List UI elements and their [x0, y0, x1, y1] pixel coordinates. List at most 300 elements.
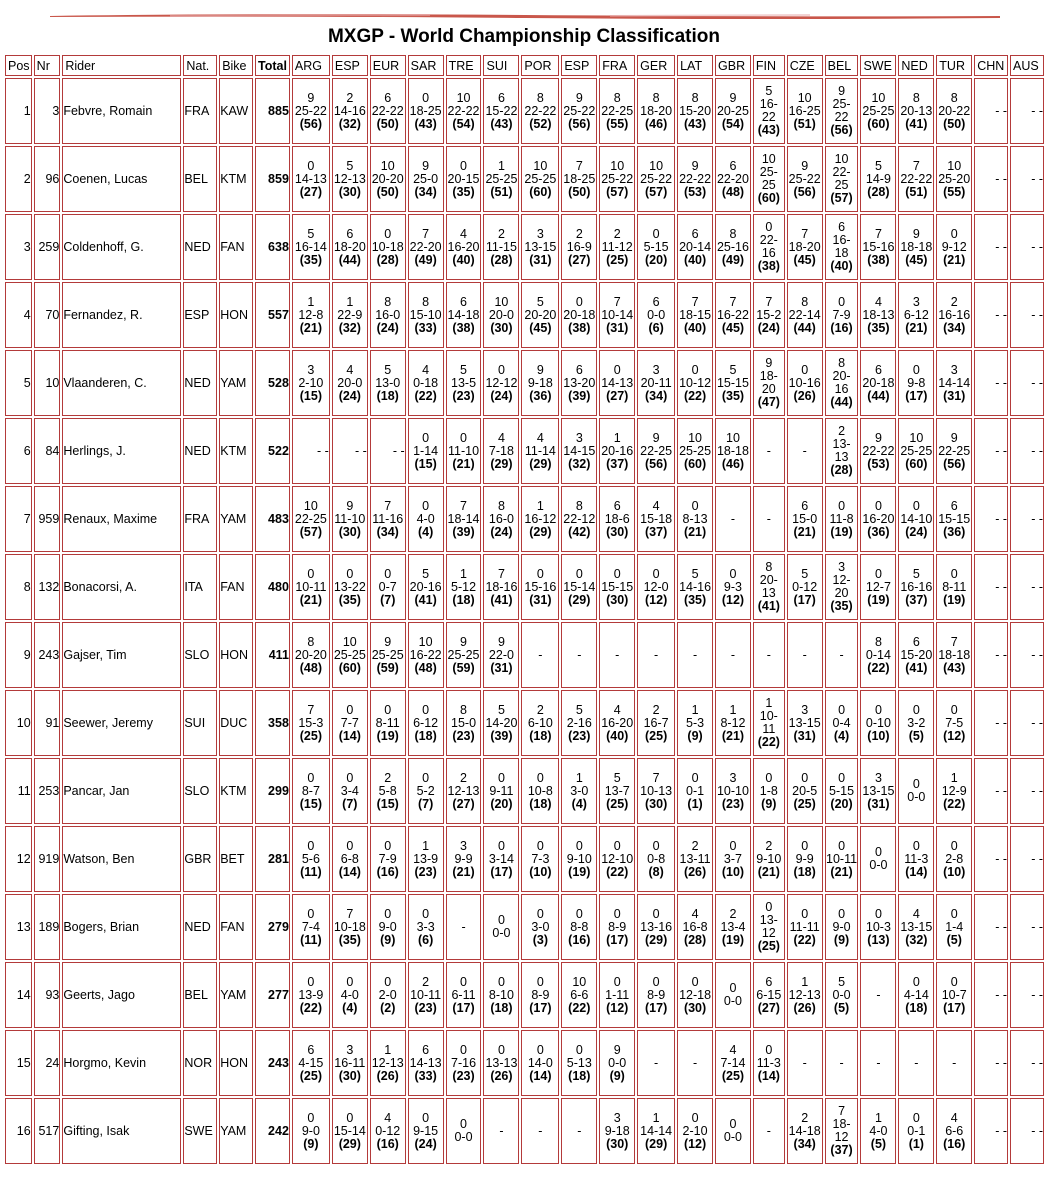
round-points: (12)	[606, 1000, 629, 1015]
round-position: 0	[950, 974, 958, 989]
moto-points: 16-11	[334, 1055, 366, 1070]
cell-round-result: -	[599, 622, 635, 688]
round-points: (31)	[943, 388, 966, 403]
cell-round-result	[637, 418, 675, 484]
cell-round-result: -	[521, 1098, 559, 1164]
cell-round-result	[483, 622, 519, 688]
moto-points: 3-4	[340, 783, 359, 798]
round-points: (23)	[452, 1068, 475, 1083]
moto-points: 5-3	[686, 715, 705, 730]
round-points: (30)	[338, 184, 361, 199]
round-points: (60)	[529, 184, 552, 199]
round-position: 0	[575, 566, 583, 581]
round-points: (26)	[376, 1068, 399, 1083]
cell-pos: 6	[5, 418, 32, 484]
moto-points: 5-15	[829, 783, 855, 798]
moto-points: 14-16	[679, 579, 712, 594]
moto-points: 11-3	[756, 1055, 781, 1070]
moto-points: 16-16	[938, 307, 971, 322]
round-position: 0	[422, 770, 430, 785]
round-position: 7	[497, 566, 505, 581]
round-points: (45)	[529, 320, 552, 335]
cell-round-result	[715, 282, 751, 348]
round-points: (29)	[645, 932, 668, 947]
moto-points: 13-16	[640, 919, 673, 934]
round-points: (60)	[757, 191, 780, 205]
moto-points: 22-20	[716, 171, 749, 186]
cell-round-result	[483, 758, 519, 824]
moto-points: 14-16	[333, 103, 366, 118]
round-position: 0	[536, 906, 544, 921]
round-position: 3	[950, 362, 958, 377]
cell-round-result	[936, 214, 972, 280]
round-position: 0	[346, 702, 354, 717]
round-points: (48)	[299, 660, 322, 675]
moto-points: 12-13	[788, 987, 821, 1002]
round-points: (18)	[414, 728, 437, 743]
cell-round-result: -	[753, 418, 785, 484]
cell-round-result: - -	[974, 554, 1008, 620]
moto-points: 13-9	[413, 851, 439, 866]
cell-round-result	[677, 1098, 713, 1164]
round-points: (55)	[943, 184, 966, 199]
cell-bike: FAN	[219, 214, 253, 280]
cell-round-result	[292, 1030, 330, 1096]
cell-bike: HON	[219, 282, 253, 348]
round-position: 6	[460, 294, 467, 309]
round-position: 10	[649, 158, 664, 173]
cell-total: 522	[255, 418, 290, 484]
round-points: (14)	[338, 728, 361, 743]
round-position: 0	[912, 777, 920, 791]
moto-points: 14-0	[527, 1055, 553, 1070]
round-points: (37)	[606, 456, 629, 471]
round-position: 8	[691, 90, 699, 105]
cell-round-result: -	[521, 622, 559, 688]
round-points: (26)	[490, 1068, 513, 1083]
cell-round-result	[332, 554, 368, 620]
header-round-sar: SAR	[408, 55, 444, 76]
round-points: (35)	[299, 252, 322, 267]
round-points: (25)	[606, 796, 629, 811]
cell-pos: 4	[5, 282, 32, 348]
round-position: 1	[950, 770, 958, 785]
cell-round-result	[446, 1098, 482, 1164]
cell-round-result: - -	[974, 690, 1008, 756]
cell-round-result: - -	[1010, 690, 1044, 756]
round-points: (35)	[683, 592, 707, 607]
moto-points: 25-22	[563, 103, 596, 118]
cell-nr: 189	[34, 894, 61, 960]
cell-round-result	[599, 1098, 635, 1164]
round-points: (30)	[606, 524, 629, 539]
round-points: (45)	[905, 252, 928, 267]
round-position: 10	[494, 294, 509, 309]
cell-round-result	[483, 78, 519, 144]
round-position: 9	[460, 634, 467, 649]
moto-points: 13-12	[759, 913, 778, 940]
round-position: 6	[384, 90, 392, 105]
moto-points: 4-14	[903, 987, 929, 1002]
round-position: 8	[729, 226, 737, 241]
cell-round-result	[825, 554, 859, 620]
round-points: (19)	[867, 592, 890, 607]
round-points: (22)	[867, 660, 890, 675]
cell-nr: 243	[34, 622, 61, 688]
round-position: 0	[652, 838, 660, 853]
cell-round-result	[370, 1030, 406, 1096]
round-position: 0	[838, 294, 846, 309]
cell-round-result	[898, 690, 934, 756]
round-points: (49)	[414, 252, 437, 267]
cell-round-result	[292, 622, 330, 688]
cell-bike: YAM	[219, 486, 253, 552]
cell-total: 480	[255, 554, 290, 620]
moto-points: 14-14	[640, 1123, 673, 1138]
round-points: (54)	[452, 116, 475, 131]
moto-points: 22-12	[563, 511, 596, 526]
moto-points: 11-16	[372, 511, 404, 526]
moto-points: 15-14	[563, 579, 596, 594]
round-points: (43)	[414, 116, 437, 131]
cell-round-result	[292, 894, 330, 960]
cell-round-result	[715, 1098, 751, 1164]
cell-round-result	[408, 1098, 444, 1164]
header-round-eur: EUR	[370, 55, 406, 76]
cell-pos: 7	[5, 486, 32, 552]
cell-round-result: -	[787, 418, 823, 484]
cell-round-result	[408, 554, 444, 620]
cell-round-result	[936, 486, 972, 552]
round-position: 0	[912, 702, 920, 717]
round-points: (46)	[721, 456, 745, 471]
round-points: (27)	[299, 184, 322, 199]
round-points: (21)	[830, 864, 853, 879]
header-round-cze: CZE	[787, 55, 823, 76]
round-position: 0	[460, 430, 467, 445]
round-position: 0	[950, 838, 958, 853]
cell-round-result	[825, 826, 859, 892]
round-position: 10	[871, 90, 886, 105]
cell-round-result	[599, 554, 635, 620]
cell-round-result	[408, 418, 444, 484]
cell-nat: BEL	[183, 146, 217, 212]
moto-points: 16-22	[409, 647, 442, 662]
round-points: (22)	[606, 864, 629, 879]
cell-rider: Bogers, Brian	[62, 894, 181, 960]
round-position: 4	[950, 1110, 958, 1125]
table-row	[5, 350, 1044, 416]
round-position: 0	[384, 226, 392, 241]
cell-round-result	[898, 554, 934, 620]
cell-round-result: -	[561, 622, 597, 688]
round-points: (38)	[867, 252, 890, 267]
round-points: (42)	[568, 524, 591, 539]
cell-round-result	[521, 826, 559, 892]
moto-points: 18-18	[900, 239, 933, 254]
round-position: 4	[422, 362, 430, 377]
cell-nr: 91	[34, 690, 61, 756]
round-points: (32)	[338, 320, 361, 335]
cell-round-result	[483, 894, 519, 960]
moto-points: 5-2	[416, 783, 435, 798]
round-points: (19)	[830, 524, 853, 539]
cell-round-result	[825, 350, 859, 416]
moto-points: 14-15	[563, 443, 596, 458]
cell-round-result	[292, 554, 330, 620]
cell-round-result: - -	[1010, 486, 1044, 552]
cell-round-result	[599, 826, 635, 892]
moto-points: 10-16	[788, 375, 821, 390]
round-points: (31)	[529, 592, 552, 607]
round-position: 0	[384, 974, 392, 989]
round-points: (45)	[721, 320, 745, 335]
round-position: 9	[575, 90, 583, 105]
cell-round-result	[408, 146, 444, 212]
round-position: 0	[613, 906, 621, 921]
cell-round-result	[860, 690, 896, 756]
cell-round-result	[860, 622, 896, 688]
round-position: 5	[691, 566, 699, 581]
moto-points: 8-8	[570, 919, 589, 934]
cell-round-result	[677, 894, 713, 960]
round-position: 8	[575, 498, 583, 513]
round-points: (43)	[490, 116, 513, 131]
cell-round-result	[787, 78, 823, 144]
round-position: 0	[838, 498, 846, 513]
cell-round-result: -	[753, 486, 785, 552]
round-position: 0	[729, 981, 737, 995]
cell-round-result	[408, 962, 444, 1028]
cell-round-result	[561, 758, 597, 824]
moto-points: 8-11	[942, 579, 967, 594]
cell-round-result	[599, 962, 635, 1028]
round-position: 0	[950, 906, 958, 921]
cell-round-result: - -	[1010, 78, 1044, 144]
moto-points: 15-22	[485, 103, 518, 118]
round-position: 10	[303, 498, 318, 513]
round-points: (27)	[568, 252, 591, 267]
header-brush-stroke	[50, 12, 1000, 20]
round-points: (44)	[338, 252, 361, 267]
round-points: (34)	[376, 524, 399, 539]
round-position: 0	[691, 974, 699, 989]
cell-bike: KTM	[219, 146, 253, 212]
cell-round-result	[715, 214, 751, 280]
round-points: (28)	[830, 463, 853, 477]
round-points: (34)	[645, 388, 668, 403]
moto-points: 13-13	[485, 1055, 518, 1070]
cell-round-result	[370, 758, 406, 824]
cell-round-result	[825, 78, 859, 144]
moto-points: 25-25	[524, 171, 557, 186]
moto-points: 2-10	[298, 375, 324, 390]
round-points: (4)	[833, 728, 850, 743]
table-row	[5, 826, 1044, 892]
round-position: 4	[497, 430, 505, 445]
cell-round-result: -	[483, 1098, 519, 1164]
moto-points: 12-7	[865, 579, 891, 594]
cell-bike: HON	[219, 1030, 253, 1096]
cell-round-result	[332, 1098, 368, 1164]
round-points: (34)	[414, 184, 437, 199]
moto-points: 15-15	[938, 511, 971, 526]
cell-round-result	[936, 826, 972, 892]
round-position: 0	[346, 770, 354, 785]
moto-points: 11-12	[601, 239, 633, 254]
classification-table	[3, 53, 1046, 1166]
round-points: (39)	[568, 388, 591, 403]
round-position: 0	[874, 702, 882, 717]
round-points: (10)	[943, 864, 966, 879]
round-position: 0	[346, 838, 354, 853]
cell-rider: Vlaanderen, C.	[62, 350, 181, 416]
moto-points: 20-14	[679, 239, 712, 254]
round-points: (46)	[645, 116, 668, 131]
cell-round-result	[787, 758, 823, 824]
cell-round-result	[860, 146, 896, 212]
round-points: (25)	[721, 1068, 745, 1083]
round-position: 10	[342, 634, 357, 649]
round-position: 0	[838, 770, 846, 785]
round-points: (44)	[867, 388, 890, 403]
round-position: 3	[652, 362, 660, 377]
cell-round-result	[936, 894, 972, 960]
round-position: 8	[422, 294, 430, 309]
moto-points: 16-14	[294, 239, 327, 254]
header-rider: Rider	[62, 55, 181, 76]
cell-round-result	[787, 554, 823, 620]
round-position: 0	[497, 913, 505, 927]
cell-round-result	[446, 962, 482, 1028]
round-position: 0	[765, 900, 773, 914]
round-position: 1	[765, 696, 773, 710]
round-points: (18)	[452, 592, 475, 607]
round-position: 9	[765, 356, 773, 370]
cell-nat: BEL	[183, 962, 217, 1028]
moto-points: 25-20	[938, 171, 971, 186]
cell-round-result: -	[825, 622, 859, 688]
cell-round-result	[715, 78, 751, 144]
cell-round-result	[677, 486, 713, 552]
round-points: (48)	[721, 184, 745, 199]
round-points: (2)	[380, 1000, 396, 1015]
cell-round-result	[370, 78, 406, 144]
round-points: (18)	[376, 388, 399, 403]
moto-points: 5-8	[378, 783, 397, 798]
header-nr: Nr	[34, 55, 61, 76]
round-position: 0	[691, 498, 699, 513]
round-points: (38)	[757, 259, 780, 273]
cell-round-result	[561, 486, 597, 552]
round-position: 10	[947, 158, 962, 173]
round-points: (21)	[905, 320, 928, 335]
round-points: (57)	[606, 184, 629, 199]
moto-points: 16-9	[566, 239, 592, 254]
moto-points: 18-20	[788, 239, 821, 254]
round-points: (35)	[867, 320, 890, 335]
round-points: (15)	[299, 388, 322, 403]
round-points: (4)	[571, 796, 587, 811]
moto-points: 18-15	[679, 307, 712, 322]
moto-points: 0-0	[608, 1055, 627, 1070]
cell-pos: 13	[5, 894, 32, 960]
cell-round-result	[753, 962, 785, 1028]
cell-bike: KAW	[219, 78, 253, 144]
cell-round-result: -	[787, 622, 823, 688]
round-points: (22)	[414, 388, 437, 403]
cell-round-result	[753, 894, 785, 960]
cell-bike: FAN	[219, 554, 253, 620]
round-position: 3	[874, 770, 882, 785]
moto-points: 20-25	[716, 103, 749, 118]
cell-round-result	[408, 894, 444, 960]
cell-round-result	[898, 486, 934, 552]
cell-round-result	[370, 146, 406, 212]
cell-round-result	[677, 690, 713, 756]
cell-round-result	[521, 962, 559, 1028]
moto-points: 13-13	[832, 437, 851, 464]
round-position: 0	[422, 498, 430, 513]
round-points: (21)	[299, 592, 322, 607]
cell-round-result	[408, 486, 444, 552]
cell-round-result: - -	[1010, 1098, 1044, 1164]
cell-pos: 14	[5, 962, 32, 1028]
cell-round-result	[860, 554, 896, 620]
moto-points: 0-7	[378, 579, 397, 594]
cell-round-result	[408, 78, 444, 144]
round-position: 4	[652, 498, 660, 513]
cell-nr: 70	[34, 282, 61, 348]
cell-round-result: - -	[974, 146, 1008, 212]
round-position: 0	[575, 906, 583, 921]
cell-total: 557	[255, 282, 290, 348]
cell-round-result	[370, 282, 406, 348]
cell-round-result	[599, 418, 635, 484]
header-round-por: POR	[521, 55, 559, 76]
round-position: 6	[346, 226, 354, 241]
header-round-fin: FIN	[753, 55, 785, 76]
round-position: 6	[497, 90, 505, 105]
round-position: 0	[575, 838, 583, 853]
round-points: (33)	[414, 1068, 437, 1083]
round-position: 0	[801, 362, 809, 377]
moto-points: 10-14	[601, 307, 634, 322]
cell-rider: Watson, Ben	[62, 826, 181, 892]
moto-points: 20-15	[447, 171, 480, 186]
cell-nr: 84	[34, 418, 61, 484]
cell-rider: Herlings, J.	[62, 418, 181, 484]
cell-nr: 919	[34, 826, 61, 892]
moto-points: 22-25	[294, 511, 327, 526]
cell-round-result	[370, 894, 406, 960]
cell-round-result: - -	[974, 826, 1008, 892]
moto-points: 7-4	[301, 919, 320, 934]
cell-round-result	[637, 826, 675, 892]
moto-points: 20-16	[601, 443, 634, 458]
cell-rider: Fernandez, R.	[62, 282, 181, 348]
round-position: 8	[950, 90, 958, 105]
moto-points: 20-5	[792, 783, 818, 798]
moto-points: 20-22	[938, 103, 971, 118]
header-round-ger: GER	[637, 55, 675, 76]
round-position: 0	[460, 974, 467, 989]
cell-round-result	[825, 418, 859, 484]
round-points: (36)	[867, 524, 890, 539]
round-position: 10	[834, 152, 849, 166]
round-points: (29)	[645, 1136, 668, 1151]
moto-points: 13-15	[524, 239, 557, 254]
